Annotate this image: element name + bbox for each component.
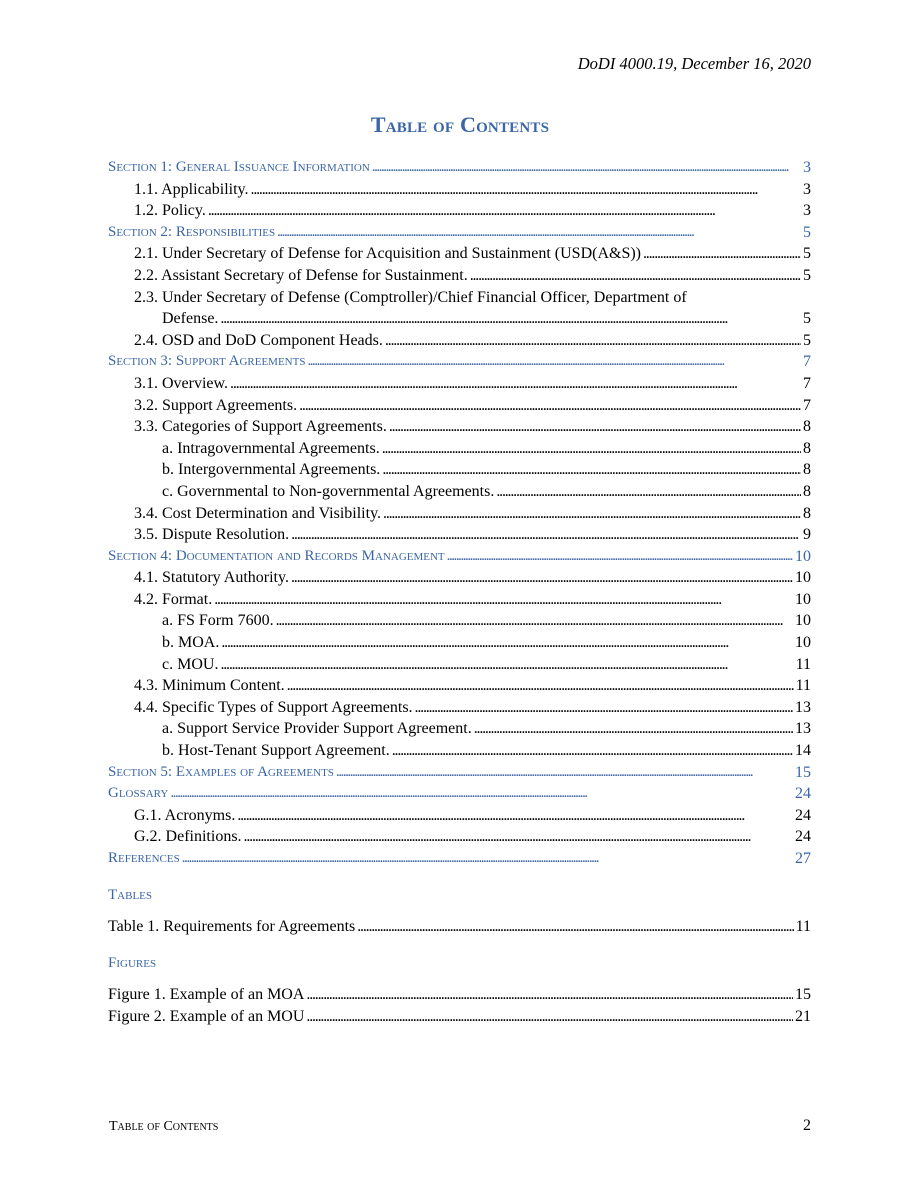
- spacer: [108, 906, 811, 916]
- toc-entry-label: 2.2. Assistant Secretary of Defense for Sustainment.: [134, 266, 468, 284]
- toc-entry-page: 3: [803, 180, 811, 198]
- toc-entry-link[interactable]: [108, 632, 811, 654]
- tables-list: [108, 916, 811, 938]
- toc-section-link[interactable]: [108, 351, 811, 373]
- toc-entry-link[interactable]: [108, 675, 811, 697]
- toc-section-link[interactable]: [108, 157, 811, 179]
- dot-leader: [382, 459, 801, 481]
- toc-entry-label: 4.1. Statutory Authority.: [134, 569, 289, 587]
- toc-entry-label: Section 5: Examples of Agreements: [108, 763, 334, 780]
- table-of-contents: [108, 157, 811, 1028]
- dot-leader: [385, 330, 801, 352]
- toc-entry-link[interactable]: [108, 654, 811, 676]
- page-title: Table of Contents: [370, 112, 550, 137]
- toc-entry-page: 21: [795, 1007, 811, 1025]
- toc-entry-page: 3: [803, 202, 811, 220]
- toc-entry-link[interactable]: [108, 567, 811, 589]
- dot-leader: [291, 524, 801, 546]
- toc-entry-page: 14: [795, 742, 811, 760]
- toc-entry-label: 3.4. Cost Determination and Visibility.: [134, 504, 382, 522]
- toc-entry-page: 24: [795, 785, 811, 803]
- dot-leader: [392, 740, 793, 762]
- toc-entry-label: Defense.: [162, 310, 219, 328]
- dot-leader: [307, 351, 801, 373]
- toc-entry-label: Figure 1. Example of an MOA: [108, 986, 305, 1004]
- toc-entry-label: b. MOA.: [162, 634, 220, 652]
- dot-leader: [221, 632, 793, 654]
- toc-entry-page: 15: [795, 763, 811, 781]
- toc-entry-link[interactable]: [108, 503, 811, 525]
- dot-leader: [287, 675, 794, 697]
- toc-entry-label: References: [108, 850, 180, 866]
- dot-leader: [244, 826, 793, 848]
- dot-leader: [306, 984, 793, 1006]
- toc-entry-label: Section 2: Responsibilities: [108, 223, 276, 240]
- dot-leader: [251, 179, 801, 201]
- toc-section-link[interactable]: [108, 762, 811, 784]
- figure-entry-link[interactable]: [108, 984, 811, 1006]
- toc-entry-link[interactable]: [108, 308, 811, 330]
- spacer: [108, 870, 811, 885]
- dot-leader: [306, 1006, 793, 1028]
- toc-entry-page: 10: [795, 547, 811, 565]
- toc-entry-link[interactable]: [108, 697, 811, 719]
- toc-entry-page: 11: [795, 918, 811, 936]
- toc-entry-link[interactable]: [108, 416, 811, 438]
- toc-section-link[interactable]: [108, 222, 811, 244]
- dot-leader: [237, 805, 793, 827]
- toc-entry-page: 10: [795, 612, 811, 630]
- toc-entry-page: 10: [795, 634, 811, 652]
- toc-entry-label: 2.4. OSD and DoD Component Heads.: [134, 331, 383, 349]
- toc-entry-label: a. Support Service Provider Support Agreement.: [162, 720, 472, 738]
- toc-entry-label: c. Governmental to Non-governmental Agreements.: [162, 482, 495, 500]
- toc-entry-label: Section 3: Support Agreements: [108, 353, 306, 370]
- toc-entry-page: 7: [803, 353, 811, 371]
- toc-entry-page: 9: [803, 526, 811, 544]
- spacer: [108, 938, 811, 953]
- dot-leader: [470, 265, 801, 287]
- toc-entry-label: Section 1: General Issuance Information: [108, 159, 370, 175]
- toc-entry-link[interactable]: [108, 179, 811, 201]
- toc-entry-link[interactable]: [108, 589, 811, 611]
- toc-entry-label: 4.4. Specific Types of Support Agreements.: [134, 698, 413, 716]
- toc-entry-link[interactable]: [108, 459, 811, 481]
- toc-entry-page: 8: [803, 439, 811, 457]
- toc-entry-page: 11: [795, 655, 811, 673]
- toc-entry-page: 15: [795, 986, 811, 1004]
- toc-entry-page: 11: [795, 677, 811, 695]
- toc-entry-page: 24: [795, 828, 811, 846]
- toc-section-link[interactable]: [108, 783, 811, 805]
- toc-entry-page: 27: [795, 850, 811, 867]
- toc-entry-page: 8: [803, 461, 811, 479]
- toc-entry-link[interactable]: [108, 826, 811, 848]
- toc-entry-label: a. Intragovernmental Agreements.: [162, 439, 380, 457]
- toc-entry-link[interactable]: [108, 610, 811, 632]
- spacer: [108, 974, 811, 984]
- figures-list: [108, 984, 811, 1027]
- figure-entry-link[interactable]: [108, 1006, 811, 1028]
- toc-entry-page: 10: [795, 569, 811, 587]
- toc-entry-label: G.2. Definitions.: [134, 828, 242, 846]
- toc-entry-page: 7: [803, 374, 811, 392]
- tables-heading[interactable]: Tables: [108, 886, 152, 903]
- toc-entry-page: 24: [795, 806, 811, 824]
- toc-entry-label: 2.3. Under Secretary of Defense (Comptroller)/Chief Financial Officer, Department of: [134, 288, 687, 306]
- toc-entry-link[interactable]: [108, 740, 811, 762]
- toc-entry-label: Figure 2. Example of an MOU: [108, 1007, 305, 1025]
- toc-entry-label: 3.5. Dispute Resolution.: [134, 526, 290, 544]
- toc-entry-label: b. Intergovernmental Agreements.: [162, 461, 381, 479]
- dot-leader: [291, 567, 793, 589]
- dot-leader: [299, 395, 801, 417]
- toc-entry-label: 2.1. Under Secretary of Defense for Acquisition and Sustainment (USD(A&S)): [134, 245, 641, 263]
- toc-entry-label: b. Host-Tenant Support Agreement.: [162, 742, 390, 760]
- toc-entry-label: 3.3. Categories of Support Agreements.: [134, 418, 387, 436]
- toc-entry-label: Section 4: Documentation and Records Management: [108, 547, 445, 564]
- toc-entry-page: 8: [803, 482, 811, 500]
- toc-entry-page: 13: [795, 698, 811, 716]
- dot-leader: [220, 308, 801, 330]
- toc-entry-link[interactable]: [108, 438, 811, 460]
- toc-entry-label: Table 1. Requirements for Agreements: [108, 918, 356, 936]
- dot-leader: [208, 200, 801, 222]
- toc-entry-label: 3.1. Overview.: [134, 374, 229, 392]
- page-header: DoDI 4000.19, December 16, 2020: [577, 54, 811, 73]
- toc-entry-link[interactable]: [108, 265, 811, 287]
- dot-leader: [372, 157, 801, 179]
- toc-entry-label: 1.2. Policy.: [134, 202, 206, 220]
- dot-leader: [182, 848, 793, 870]
- dot-leader: [474, 718, 793, 740]
- dot-leader: [447, 546, 793, 568]
- toc-entry-link[interactable]: [108, 287, 811, 309]
- toc-entry-page: 5: [803, 223, 811, 241]
- footer-section-label: Table of Contents: [109, 1119, 219, 1134]
- dot-leader: [214, 589, 793, 611]
- dot-leader: [415, 697, 793, 719]
- toc-entry-page: 10: [795, 590, 811, 608]
- figures-heading[interactable]: Figures: [108, 954, 157, 971]
- footer-page-number: 2: [803, 1117, 811, 1134]
- dot-leader: [382, 438, 801, 460]
- dot-leader: [383, 503, 801, 525]
- toc-entry-link[interactable]: [108, 805, 811, 827]
- toc-entry-page: 13: [795, 720, 811, 738]
- toc-entry-page: 5: [803, 245, 811, 263]
- toc-entry-page: 5: [803, 331, 811, 349]
- toc-entry-link[interactable]: [108, 524, 811, 546]
- dot-leader: [170, 783, 793, 805]
- toc-entry-label: 4.2. Format.: [134, 590, 213, 608]
- dot-leader: [276, 610, 793, 632]
- toc-entries: [108, 157, 811, 870]
- toc-entry-page: 5: [803, 266, 811, 284]
- toc-entry-link[interactable]: [108, 373, 811, 395]
- dot-leader: [277, 222, 801, 244]
- toc-entry-page: 8: [803, 504, 811, 522]
- toc-entry-link[interactable]: [108, 395, 811, 417]
- toc-entry-link[interactable]: [108, 481, 811, 503]
- dot-leader: [643, 243, 801, 265]
- toc-section-link[interactable]: [108, 848, 811, 870]
- dot-leader: [389, 416, 801, 438]
- toc-entry-page: 3: [803, 159, 811, 176]
- toc-entry-label: 1.1. Applicability.: [134, 180, 249, 198]
- dot-leader: [336, 762, 793, 784]
- dot-leader: [357, 916, 793, 938]
- toc-entry-label: 3.2. Support Agreements.: [134, 396, 298, 414]
- toc-entry-link[interactable]: [108, 330, 811, 352]
- toc-entry-label: c. MOU.: [162, 655, 219, 673]
- toc-entry-label: Glossary: [108, 785, 169, 802]
- dot-leader: [496, 481, 801, 503]
- toc-section-link[interactable]: [108, 546, 811, 568]
- toc-entry-page: 7: [803, 396, 811, 414]
- toc-entry-link[interactable]: [108, 200, 811, 222]
- toc-entry-page: 5: [803, 310, 811, 328]
- toc-entry-link[interactable]: [108, 243, 811, 265]
- table-entry-link[interactable]: [108, 916, 811, 938]
- toc-entry-link[interactable]: [108, 718, 811, 740]
- dot-leader: [220, 654, 793, 676]
- toc-entry-label: G.1. Acronyms.: [134, 806, 236, 824]
- toc-entry-page: 8: [803, 418, 811, 436]
- toc-entry-label: 4.3. Minimum Content.: [134, 677, 285, 695]
- toc-entry-label: a. FS Form 7600.: [162, 612, 274, 630]
- dot-leader: [230, 373, 801, 395]
